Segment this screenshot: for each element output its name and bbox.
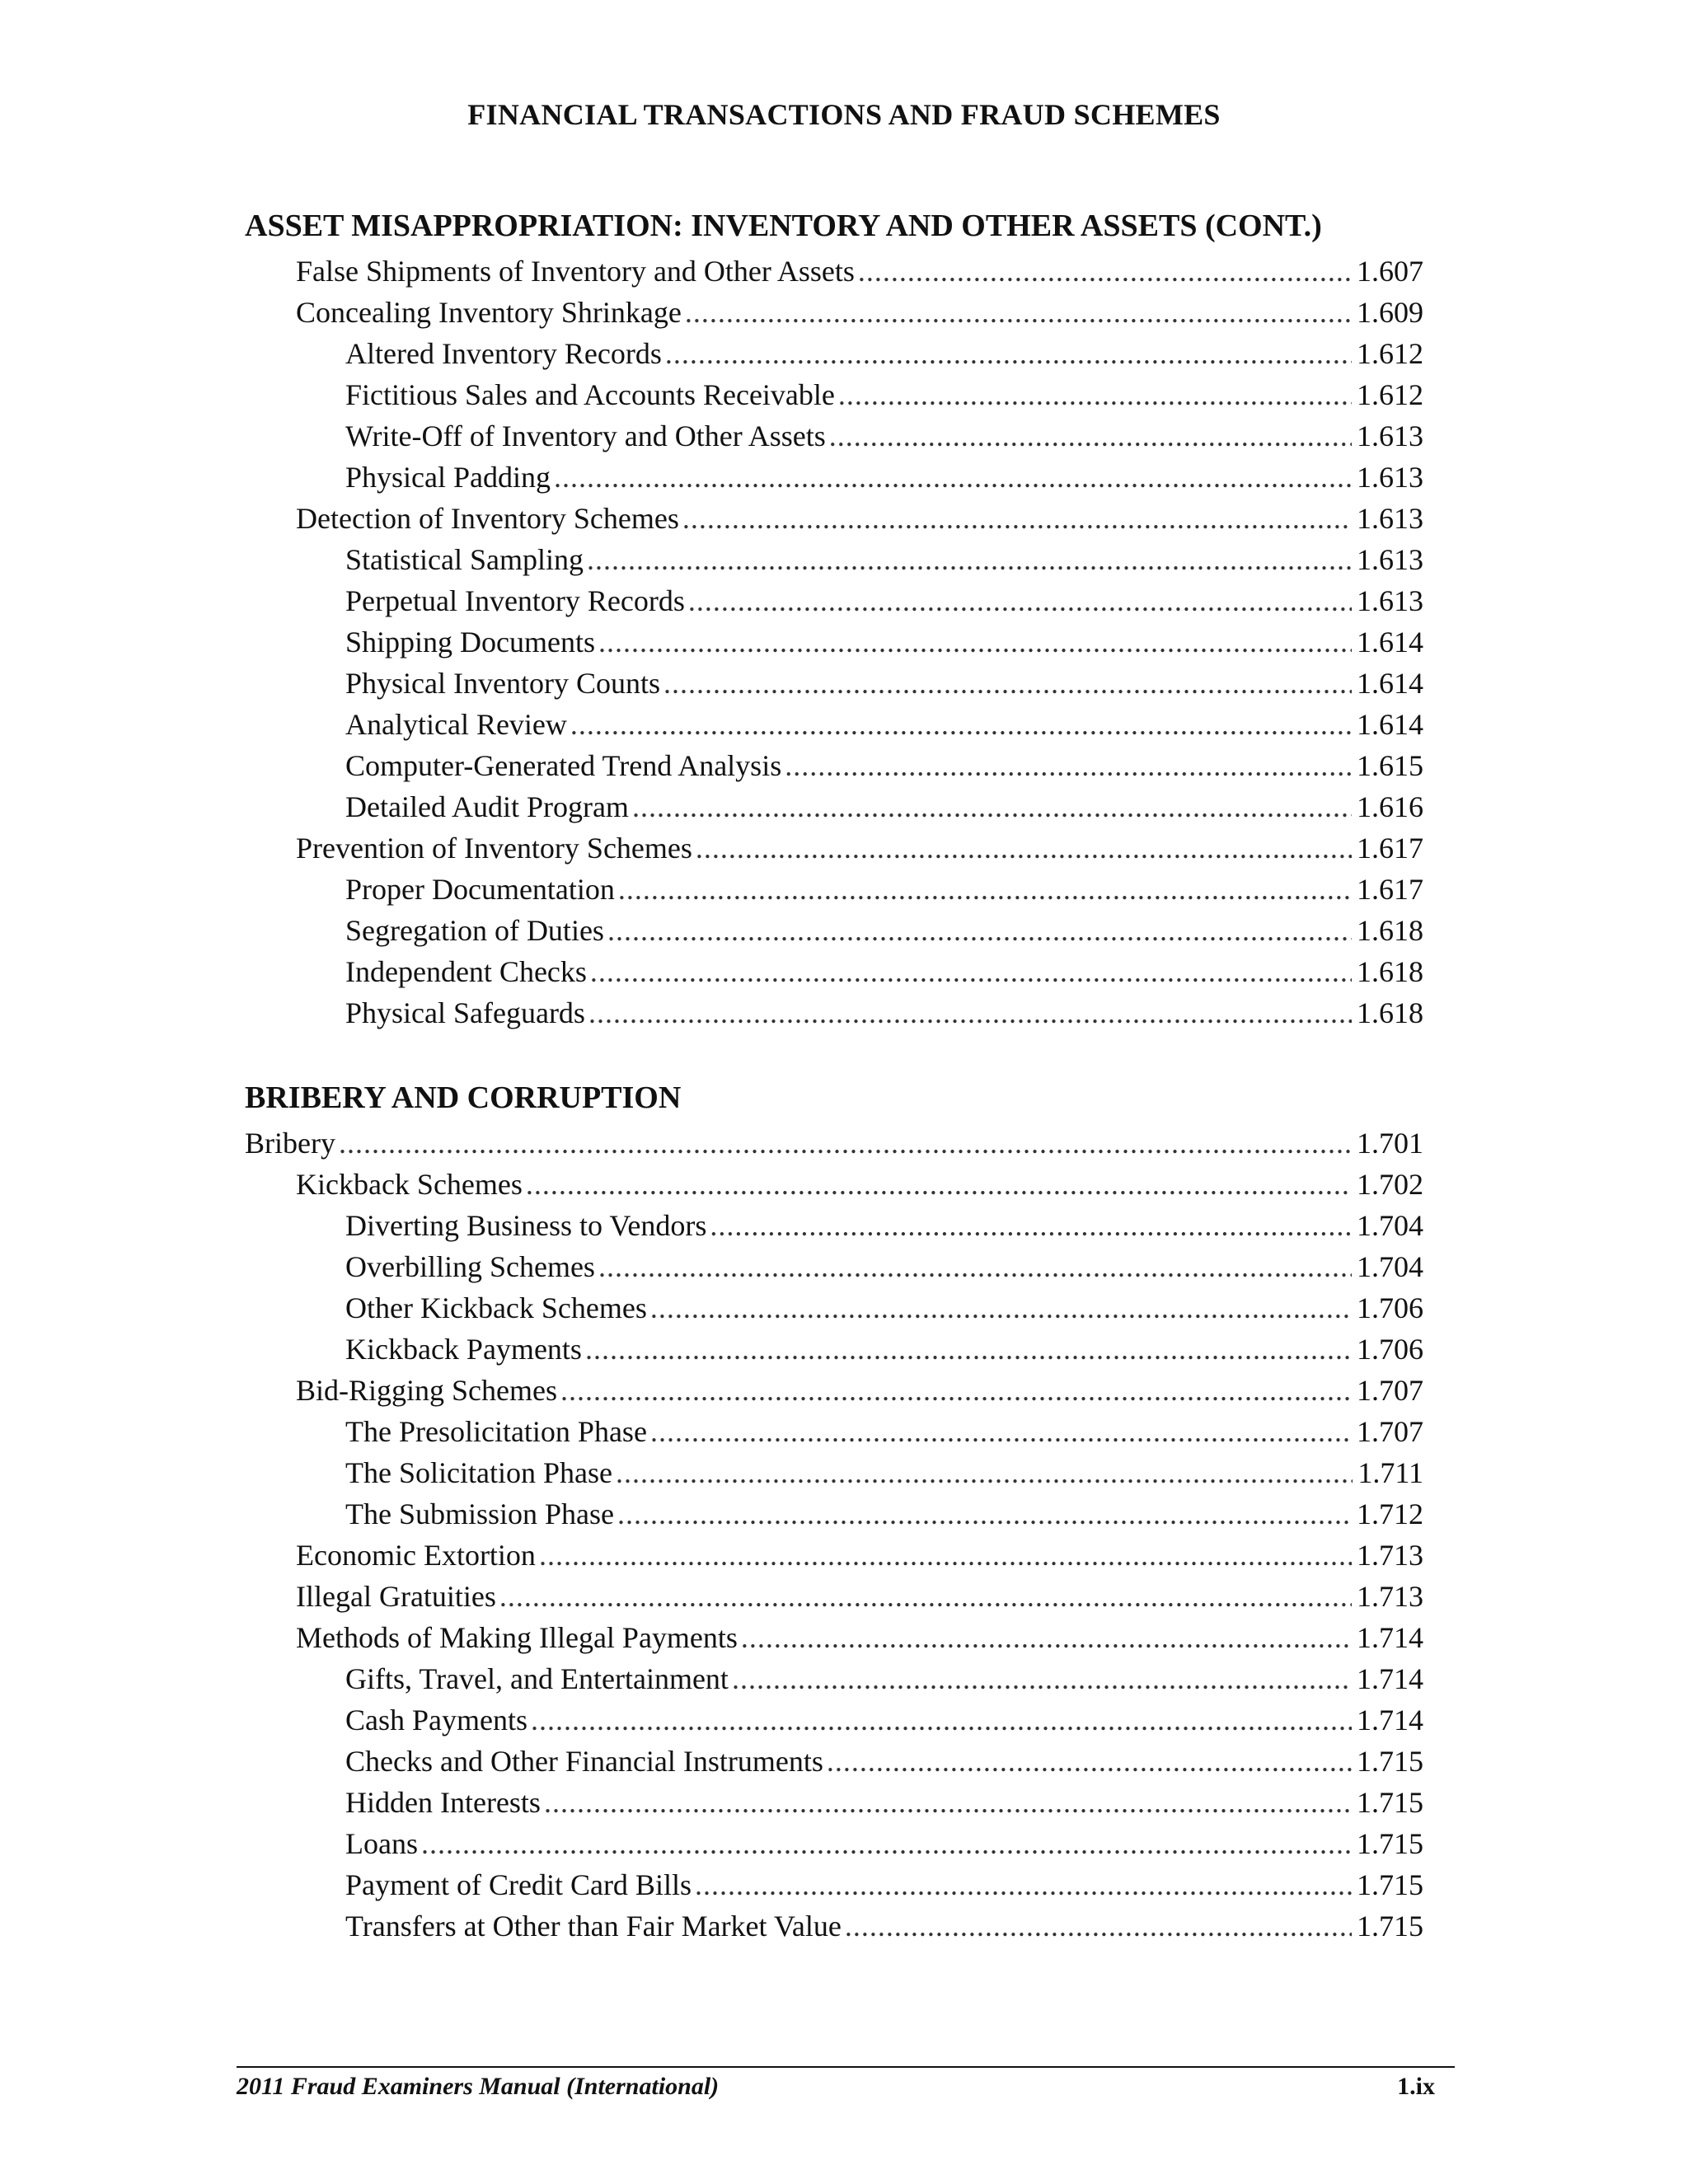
toc-entry-page: 1.712 — [1357, 1497, 1423, 1530]
toc-entry[interactable] — [245, 251, 1423, 292]
toc-entry-label: Segregation of Duties — [345, 914, 604, 947]
toc-entry-page: 1.711 — [1357, 1456, 1423, 1489]
toc-entry-label: Kickback Schemes — [296, 1168, 523, 1201]
dot-leader — [585, 1329, 1352, 1370]
toc-entry-page: 1.617 — [1357, 832, 1423, 865]
dot-leader — [741, 1617, 1352, 1658]
toc-list — [245, 251, 1423, 1033]
toc-entry[interactable] — [245, 951, 1423, 992]
toc-entry-label: The Submission Phase — [345, 1497, 615, 1530]
toc-entry[interactable] — [245, 457, 1423, 498]
toc-entry[interactable] — [245, 374, 1423, 415]
toc-entry[interactable] — [245, 1741, 1423, 1782]
toc-entry-page: 1.707 — [1357, 1374, 1423, 1407]
toc-entry-page: 1.704 — [1357, 1250, 1423, 1283]
toc-entry[interactable] — [245, 1205, 1423, 1246]
section-bribery-and-corruption — [245, 1073, 1423, 1947]
toc-entry-label: Detailed Audit Program — [345, 790, 629, 823]
toc-entry-page: 1.613 — [1357, 543, 1423, 576]
toc-entry-page: 1.713 — [1357, 1580, 1423, 1613]
toc-entry[interactable] — [245, 704, 1423, 745]
toc-entry-label: Economic Extortion — [296, 1539, 536, 1572]
toc-entry-label: Detection of Inventory Schemes — [296, 502, 679, 535]
dot-leader — [682, 498, 1352, 539]
toc-entry-page: 1.715 — [1357, 1910, 1423, 1943]
dot-leader — [685, 292, 1352, 333]
toc-entry-label: The Solicitation Phase — [345, 1456, 612, 1489]
toc-entry-label: Diverting Business to Vendors — [345, 1209, 707, 1242]
dot-leader — [526, 1164, 1352, 1205]
dot-leader — [544, 1782, 1352, 1823]
dot-leader — [665, 333, 1352, 374]
toc-entry-label: Analytical Review — [345, 708, 567, 741]
dot-leader — [539, 1535, 1352, 1576]
toc-entry-label: Physical Padding — [345, 461, 551, 494]
toc-entry[interactable] — [245, 1535, 1423, 1576]
toc-entry[interactable] — [245, 1493, 1423, 1535]
toc-entry-label: Transfers at Other than Fair Market Value — [345, 1910, 842, 1943]
dot-leader — [598, 621, 1352, 663]
toc-list — [245, 1122, 1423, 1947]
toc-entry-label: Cash Payments — [345, 1704, 528, 1736]
toc-entry[interactable] — [245, 992, 1423, 1033]
toc-entry[interactable] — [245, 1246, 1423, 1287]
toc-entry-label: Prevention of Inventory Schemes — [296, 832, 692, 865]
dot-leader — [695, 1864, 1352, 1905]
toc-entry[interactable] — [245, 1699, 1423, 1741]
toc-entry-page: 1.714 — [1357, 1704, 1423, 1736]
toc-entry-label: Proper Documentation — [345, 873, 615, 906]
toc-entry[interactable] — [245, 539, 1423, 580]
toc-entry-label: Illegal Gratuities — [296, 1580, 496, 1613]
toc-entry-page: 1.614 — [1357, 626, 1423, 658]
toc-entry[interactable] — [245, 498, 1423, 539]
dot-leader — [587, 539, 1352, 580]
toc-entry-page: 1.614 — [1357, 708, 1423, 741]
dot-leader — [829, 415, 1352, 457]
dot-leader — [650, 1411, 1352, 1452]
toc-entry-page: 1.612 — [1357, 337, 1423, 370]
toc-entry-page: 1.702 — [1357, 1168, 1423, 1201]
toc-entry-label: Gifts, Travel, and Entertainment — [345, 1662, 729, 1695]
dot-leader — [339, 1122, 1352, 1164]
toc-entry-label: Other Kickback Schemes — [345, 1291, 647, 1324]
section-title: ASSET MISAPPROPRIATION: INVENTORY AND OTHER ASSETS (CONT.) — [245, 209, 1322, 243]
toc-entry-page: 1.701 — [1357, 1127, 1423, 1160]
dot-leader — [590, 951, 1352, 992]
dot-leader — [421, 1823, 1352, 1864]
section-asset-misappropriation — [245, 201, 1423, 1033]
dot-leader — [560, 1370, 1352, 1411]
toc-entry[interactable] — [245, 786, 1423, 827]
toc-entry-label: False Shipments of Inventory and Other Assets — [296, 255, 855, 288]
toc-entry[interactable] — [245, 1287, 1423, 1329]
toc-entry-label: Shipping Documents — [345, 626, 595, 658]
toc-entry[interactable] — [245, 1823, 1423, 1864]
toc-entry-page: 1.616 — [1357, 790, 1423, 823]
toc-entry-page: 1.715 — [1357, 1868, 1423, 1901]
toc-entry[interactable] — [245, 1370, 1423, 1411]
toc-entry[interactable] — [245, 1329, 1423, 1370]
toc-entry-label: Overbilling Schemes — [345, 1250, 595, 1283]
toc-entry-label: Bid-Rigging Schemes — [296, 1374, 557, 1407]
toc-entry-page: 1.704 — [1357, 1209, 1423, 1242]
toc-entry[interactable] — [245, 1452, 1423, 1493]
toc-entry-page: 1.613 — [1357, 461, 1423, 494]
dot-leader — [570, 704, 1352, 745]
toc-entry-label: Kickback Payments — [345, 1333, 582, 1366]
toc-entry[interactable] — [245, 1122, 1423, 1164]
dot-leader — [710, 1205, 1352, 1246]
toc-entry-label: Write-Off of Inventory and Other Assets — [345, 419, 826, 452]
toc-entry-page: 1.613 — [1357, 419, 1423, 452]
toc-entry[interactable] — [245, 1782, 1423, 1823]
section-title: BRIBERY AND CORRUPTION — [245, 1080, 682, 1115]
toc-entry-page: 1.715 — [1357, 1745, 1423, 1778]
dot-leader — [616, 1452, 1353, 1493]
toc-entry[interactable] — [245, 1864, 1423, 1905]
page-title: FINANCIAL TRANSACTIONS AND FRAUD SCHEMES — [467, 98, 1221, 131]
toc-entry[interactable] — [245, 869, 1423, 910]
dot-leader — [732, 1658, 1352, 1699]
toc-entry[interactable] — [245, 745, 1423, 786]
toc-entry[interactable] — [245, 1905, 1423, 1947]
dot-leader — [827, 1741, 1352, 1782]
toc-entry-label: Methods of Making Illegal Payments — [296, 1621, 738, 1654]
toc-entry-label: Payment of Credit Card Bills — [345, 1868, 692, 1901]
toc-entry-label: Bribery — [245, 1127, 335, 1160]
dot-leader — [598, 1246, 1352, 1287]
toc-entry-page: 1.607 — [1357, 255, 1423, 288]
dot-leader — [588, 992, 1352, 1033]
dot-leader — [607, 910, 1352, 951]
toc-entry[interactable] — [245, 621, 1423, 663]
toc-entry[interactable] — [245, 292, 1423, 333]
dot-leader — [499, 1576, 1352, 1617]
toc-entry-label: Altered Inventory Records — [345, 337, 662, 370]
toc-entry[interactable] — [245, 1617, 1423, 1658]
toc-entry-label: Concealing Inventory Shrinkage — [296, 296, 682, 329]
toc-entry-label: Perpetual Inventory Records — [345, 584, 685, 617]
dot-leader — [650, 1287, 1352, 1329]
toc-entry[interactable] — [245, 1411, 1423, 1452]
toc-entry-label: Physical Inventory Counts — [345, 667, 660, 700]
toc-entry[interactable] — [245, 1164, 1423, 1205]
toc-entry-page: 1.707 — [1357, 1415, 1423, 1448]
toc-entry-page: 1.618 — [1357, 914, 1423, 947]
toc-entry[interactable] — [245, 910, 1423, 951]
toc-entry-page: 1.706 — [1357, 1291, 1423, 1324]
toc-entry-label: Fictitious Sales and Accounts Receivable — [345, 378, 835, 411]
toc-entry-page: 1.715 — [1357, 1786, 1423, 1819]
dot-leader — [845, 1905, 1352, 1947]
dot-leader — [838, 374, 1352, 415]
toc-entry-page: 1.618 — [1357, 996, 1423, 1029]
toc-entry-label: Statistical Sampling — [345, 543, 584, 576]
toc-entry-label: Loans — [345, 1827, 418, 1860]
toc-entry-label: Computer-Generated Trend Analysis — [345, 749, 782, 782]
toc-entry[interactable] — [245, 415, 1423, 457]
dot-leader — [618, 869, 1352, 910]
toc-entry-label: Hidden Interests — [345, 1786, 541, 1819]
toc-entry[interactable] — [245, 1658, 1423, 1699]
dot-leader — [663, 663, 1352, 704]
toc-entry-page: 1.618 — [1357, 955, 1423, 988]
toc-entry-page: 1.612 — [1357, 378, 1423, 411]
toc-entry-page: 1.609 — [1357, 296, 1423, 329]
toc-entry-page: 1.706 — [1357, 1333, 1423, 1366]
toc-entry-label: Checks and Other Financial Instruments — [345, 1745, 823, 1778]
dot-leader — [554, 457, 1352, 498]
toc-entry[interactable] — [245, 333, 1423, 374]
dot-leader — [617, 1493, 1352, 1535]
toc-entry[interactable] — [245, 663, 1423, 704]
footer-title: 2011 Fraud Examiners Manual (International) — [237, 2073, 720, 2100]
dot-leader — [696, 827, 1352, 869]
toc-entry-page: 1.613 — [1357, 502, 1423, 535]
toc-entry-page: 1.617 — [1357, 873, 1423, 906]
toc-entry-label: Physical Safeguards — [345, 996, 585, 1029]
dot-leader — [632, 786, 1352, 827]
toc-entry-page: 1.613 — [1357, 584, 1423, 617]
dot-leader — [858, 251, 1352, 292]
toc-entry-page: 1.615 — [1357, 749, 1423, 782]
toc-entry-page: 1.614 — [1357, 667, 1423, 700]
footer-page-number: 1.ix — [1397, 2073, 1435, 2100]
dot-leader — [531, 1699, 1352, 1741]
toc-entry-page: 1.715 — [1357, 1827, 1423, 1860]
toc-entry-page: 1.714 — [1357, 1662, 1423, 1695]
toc-entry-label: Independent Checks — [345, 955, 587, 988]
page-footer — [237, 2066, 1455, 2101]
toc-entry-page: 1.714 — [1357, 1621, 1423, 1654]
toc-entry[interactable] — [245, 580, 1423, 621]
toc-entry[interactable] — [245, 827, 1423, 869]
toc-entry[interactable] — [245, 1576, 1423, 1617]
dot-leader — [785, 745, 1352, 786]
toc-entry-page: 1.713 — [1357, 1539, 1423, 1572]
dot-leader — [688, 580, 1352, 621]
toc-entry-label: The Presolicitation Phase — [345, 1415, 647, 1448]
